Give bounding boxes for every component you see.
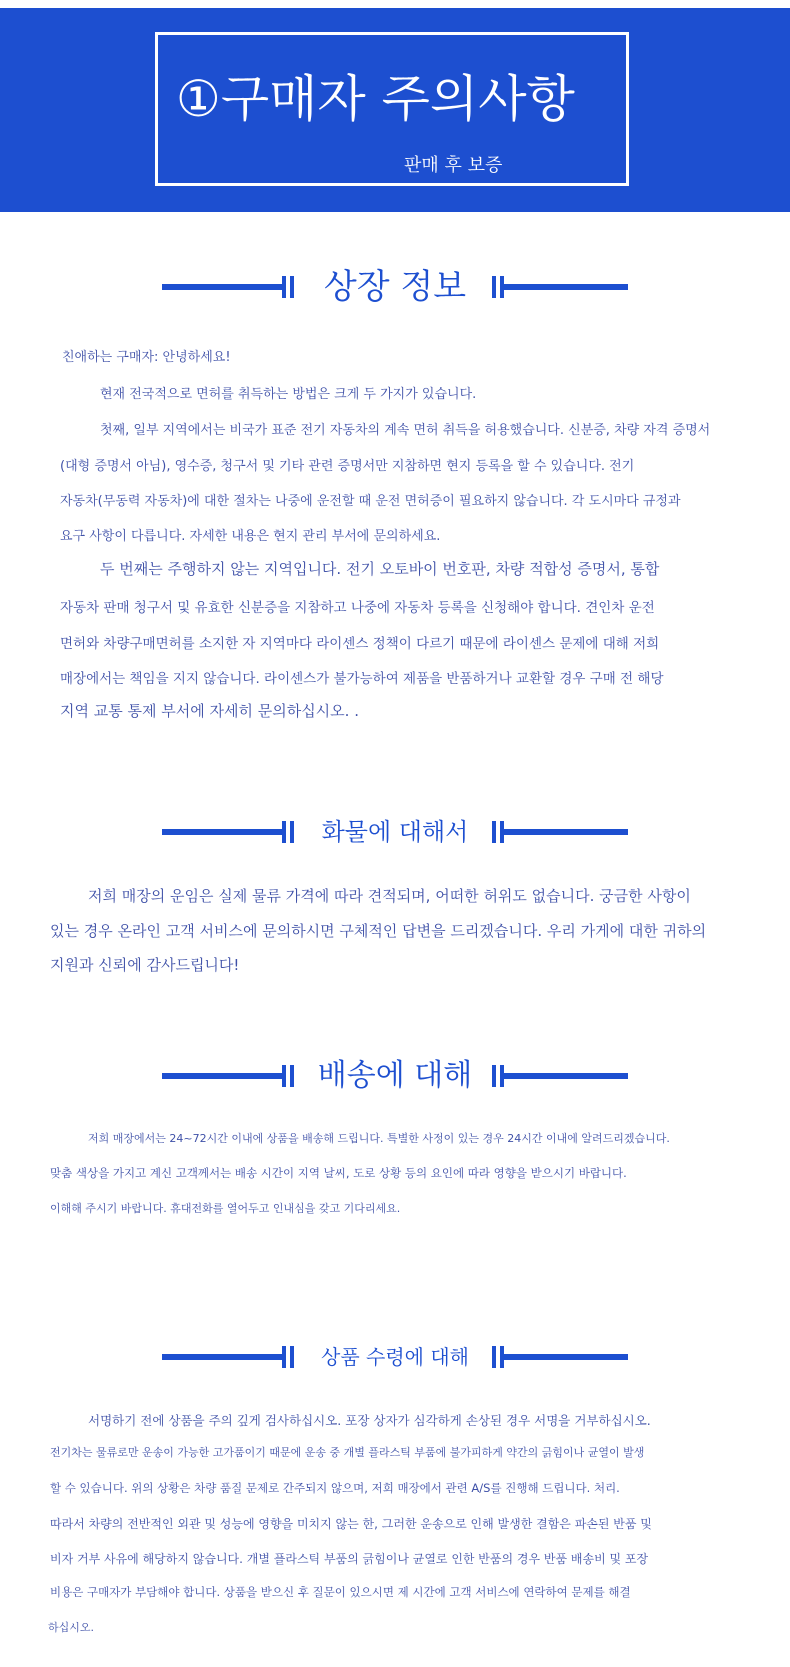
section-header-store-info xyxy=(0,262,790,312)
paragraph-line: 따라서 차량의 전반적인 외관 및 성능에 영향을 미치지 않는 한, 그러한 운송으로 인해 발생한 결함은 파손된 반품 및 xyxy=(50,1517,652,1531)
paragraph-line: 두 번째는 주행하지 않는 지역입니다. 전기 오토바이 번호판, 차량 적합성 증명서, 통합 xyxy=(100,560,660,578)
banner-frame xyxy=(155,32,629,186)
paragraph-line: 할 수 있습니다. 위의 상황은 차량 품질 문제로 간주되지 않으며, 저희 매장에서 관련 A/S를 진행해 드립니다. 처리. xyxy=(50,1481,620,1495)
paragraph-line: 이해해 주시기 바랍니다. 휴대전화를 열어두고 인내심을 갖고 기다리세요. xyxy=(50,1202,401,1215)
section-title: 배송에 대해 xyxy=(317,1058,473,1093)
paragraph-line: 면허와 차량구매면허를 소지한 자 지역마다 라이센스 정책이 다르기 때문에 라이센스 문제에 대해 저희 xyxy=(60,636,660,652)
paragraph-line: 저희 매장에서는 24~72시간 이내에 상품을 배송해 드립니다. 특별한 사정이 있는 경우 24시간 이내에 알려드리겠습니다. xyxy=(88,1132,670,1145)
paragraph-line: 있는 경우 온라인 고객 서비스에 문의하시면 구체적인 답변을 드리겠습니다. 우리 가게에 대한 귀하의 xyxy=(50,922,707,940)
divider-cap-left xyxy=(282,276,294,298)
section-header-shipping-cost xyxy=(0,807,790,857)
paragraph-line: 전기차는 물류로만 운송이 가능한 고가품이기 때문에 운송 중 개별 플라스틱 부품에 불가피하게 약간의 긁힘이나 균열이 발생 xyxy=(50,1446,645,1459)
section-title: 상품 수령에 대해 xyxy=(321,1345,469,1369)
paragraph-line: 지역 교통 통제 부서에 자세히 문의하십시오. . xyxy=(60,702,359,720)
divider-cap-left xyxy=(282,821,294,843)
divider-cap-left xyxy=(282,1346,294,1368)
divider-left xyxy=(162,829,286,835)
section-header-delivery xyxy=(0,1051,790,1101)
divider-right xyxy=(504,1073,628,1079)
paragraph-line: 맞춤 색상을 가지고 계신 고객께서는 배송 시간이 지역 날씨, 도로 상황 등의 요인에 따라 영향을 받으시기 바랍니다. xyxy=(50,1166,627,1180)
divider-right xyxy=(504,829,628,835)
divider-cap-left xyxy=(282,1065,294,1087)
paragraph-line: 서명하기 전에 상품을 주의 깊게 검사하십시오. 포장 상자가 심각하게 손상된 경우 서명을 거부하십시오. xyxy=(88,1413,651,1428)
banner-title: ①구매자 주의사항 xyxy=(176,70,575,128)
section-title: 상장 정보 xyxy=(323,267,467,307)
section-header-receipt xyxy=(0,1332,790,1382)
paragraph-line: 친애하는 구매자: 안녕하세요! xyxy=(62,350,231,365)
header-banner xyxy=(0,8,790,212)
paragraph-line: (대형 증명서 아님), 영수증, 청구서 및 기타 관련 증명서만 지참하면 현지 등록을 할 수 있습니다. 전기 xyxy=(60,459,635,474)
paragraph-line: 저희 매장의 운임은 실제 물류 가격에 따라 견적되며, 어떠한 허위도 없습니다. 궁금한 사항이 xyxy=(88,887,691,905)
divider-left xyxy=(162,284,286,290)
paragraph-line: 비자 거부 사유에 해당하지 않습니다. 개별 플라스틱 부품의 긁힘이나 균열로 인한 반품의 경우 반품 배송비 및 포장 xyxy=(50,1552,649,1566)
divider-cap-right xyxy=(492,276,504,298)
divider-right xyxy=(504,284,628,290)
divider-left xyxy=(162,1073,286,1079)
paragraph-line: 매장에서는 책임을 지지 않습니다. 라이센스가 불가능하여 제품을 반품하거나 교환할 경우 구매 전 해당 xyxy=(60,671,664,687)
paragraph-line: 자동차 판매 청구서 및 유효한 신분증을 지참하고 나중에 자동차 등록을 신청해야 합니다. 견인차 운전 xyxy=(60,600,655,616)
paragraph-line: 요구 사항이 다릅니다. 자세한 내용은 현지 관리 부서에 문의하세요. xyxy=(60,529,441,544)
divider-cap-right xyxy=(492,821,504,843)
paragraph-line: 첫째, 일부 지역에서는 비국가 표준 전기 자동차의 계속 면허 취득을 허용했습니다. 신분증, 차량 자격 증명서 xyxy=(100,423,711,438)
divider-right xyxy=(504,1354,628,1360)
divider-cap-right xyxy=(492,1346,504,1368)
divider-left xyxy=(162,1354,286,1360)
paragraph-line: 현재 전국적으로 면허를 취득하는 방법은 크게 두 가지가 있습니다. xyxy=(100,387,477,402)
paragraph-line: 자동차(무동력 자동차)에 대한 절차는 나중에 운전할 때 운전 면허증이 필요하지 않습니다. 각 도시마다 규정과 xyxy=(60,494,681,509)
paragraph-line: 비용은 구매자가 부담해야 합니다. 상품을 받으신 후 질문이 있으시면 제 시간에 고객 서비스에 연락하여 문제를 해결 xyxy=(50,1585,631,1599)
section-title: 화물에 대해서 xyxy=(321,818,469,846)
banner-subtitle: 판매 후 보증 xyxy=(404,155,503,176)
paragraph-line: 하십시오. xyxy=(48,1621,95,1634)
divider-cap-right xyxy=(492,1065,504,1087)
paragraph-line: 지원과 신뢰에 감사드립니다! xyxy=(50,956,240,974)
